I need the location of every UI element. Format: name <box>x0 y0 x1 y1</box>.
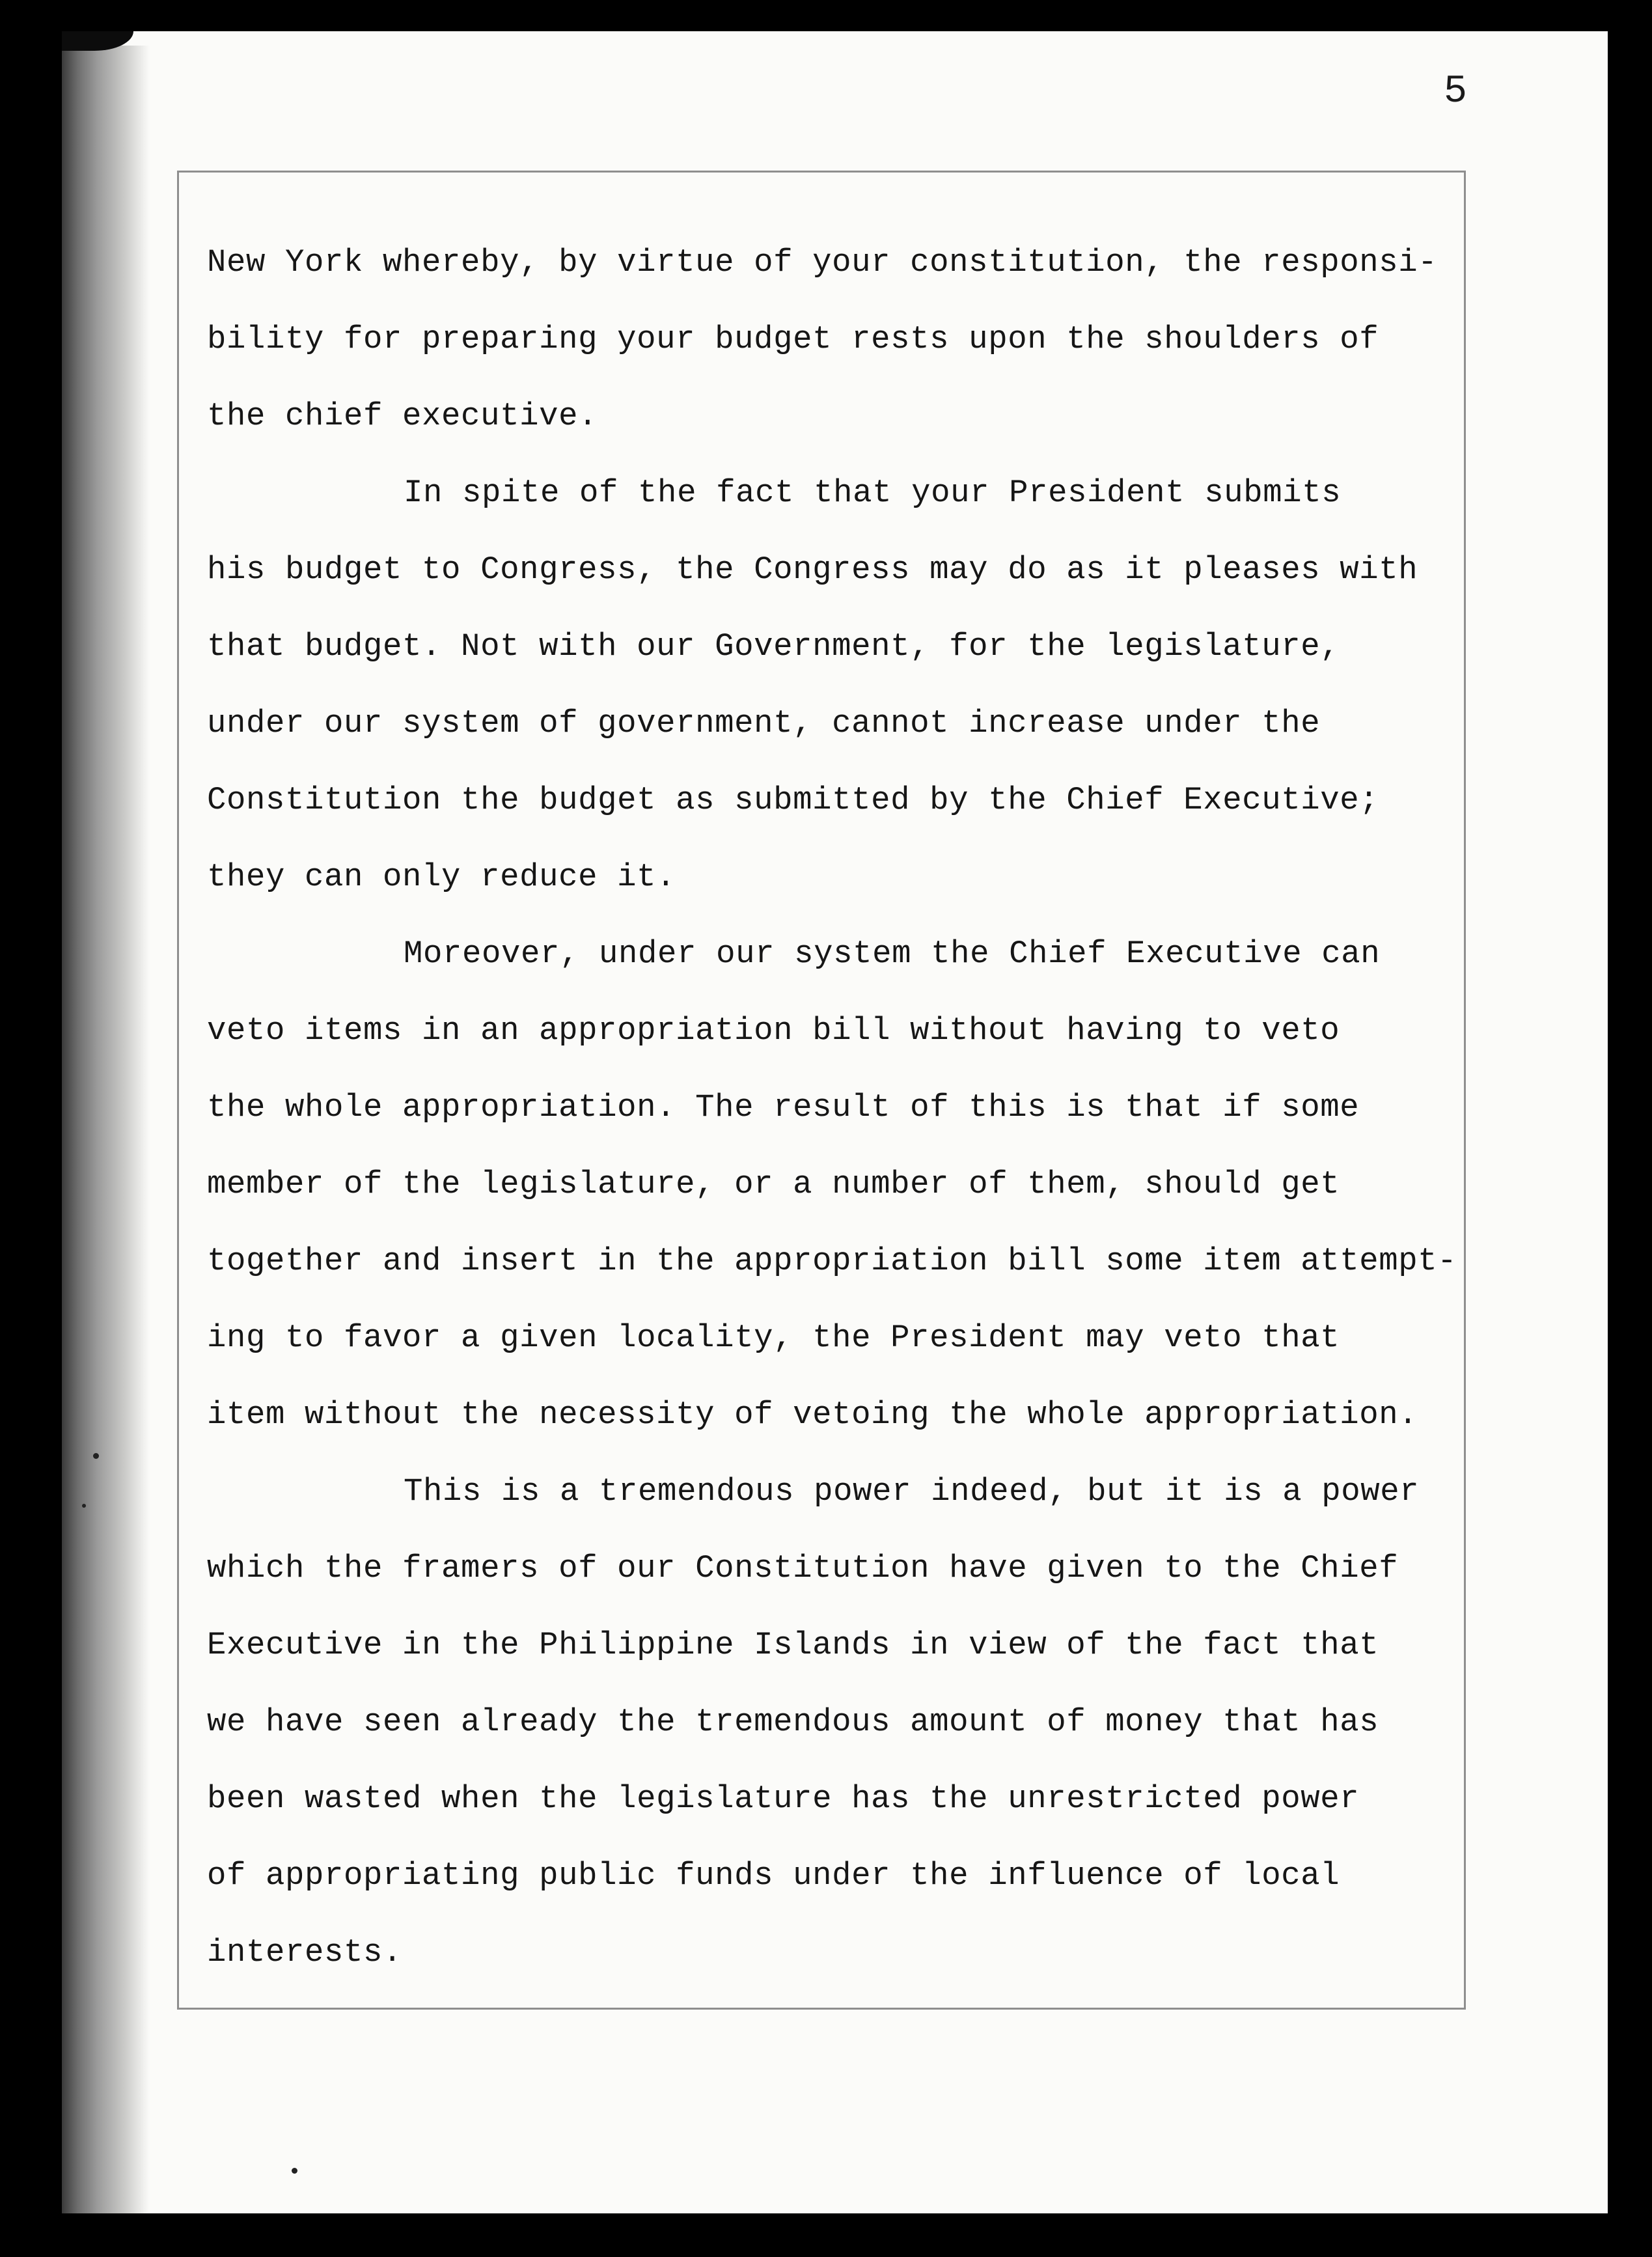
text-line: together and insert in the appropriation bill some item attempt- <box>207 1243 1457 1279</box>
text-line: Executive in the Philippine Islands in view of the fact that <box>207 1627 1379 1663</box>
page-number: 5 <box>1444 70 1468 114</box>
paragraph-start-line: Moreover, under our system the Chief Executive can <box>404 935 1381 972</box>
text-line: bility for preparing your budget rests upon the shoulders of <box>207 321 1379 357</box>
page-gutter-shadow <box>62 46 150 2213</box>
text-line: they can only reduce it. <box>207 859 676 895</box>
dust-speck <box>82 1504 86 1508</box>
text-line: veto items in an appropriation bill without having to veto <box>207 1012 1340 1049</box>
text-line: been wasted when the legislature has the unrestricted power <box>207 1780 1360 1817</box>
text-line: item without the necessity of vetoing the whole appropriation. <box>207 1396 1418 1433</box>
text-line: the whole appropriation. The result of this is that if some <box>207 1089 1360 1126</box>
text-line: interests. <box>207 1934 403 1971</box>
dust-speck <box>93 1453 99 1459</box>
text-line: New York whereby, by virtue of your constitution, the responsi- <box>207 244 1438 281</box>
paragraph-start-line: In spite of the fact that your President submits <box>404 475 1342 511</box>
text-line: we have seen already the tremendous amount of money that has <box>207 1704 1379 1740</box>
text-line: the chief executive. <box>207 398 598 434</box>
paragraph-start-line: This is a tremendous power indeed, but it is a power <box>404 1473 1420 1510</box>
text-line: member of the legislature, or a number of them, should get <box>207 1166 1340 1202</box>
text-line: under our system of government, cannot increase under the <box>207 705 1321 741</box>
text-line: Constitution the budget as submitted by the Chief Executive; <box>207 782 1379 818</box>
text-line: that budget. Not with our Government, for the legislature, <box>207 628 1340 665</box>
dust-speck <box>292 2168 297 2174</box>
text-line: of appropriating public funds under the influence of local <box>207 1857 1340 1894</box>
text-line: which the framers of our Constitution have given to the Chief <box>207 1550 1399 1586</box>
text-line: his budget to Congress, the Congress may do as it pleases with <box>207 551 1418 588</box>
text-line: ing to favor a given locality, the President may veto that <box>207 1320 1340 1356</box>
